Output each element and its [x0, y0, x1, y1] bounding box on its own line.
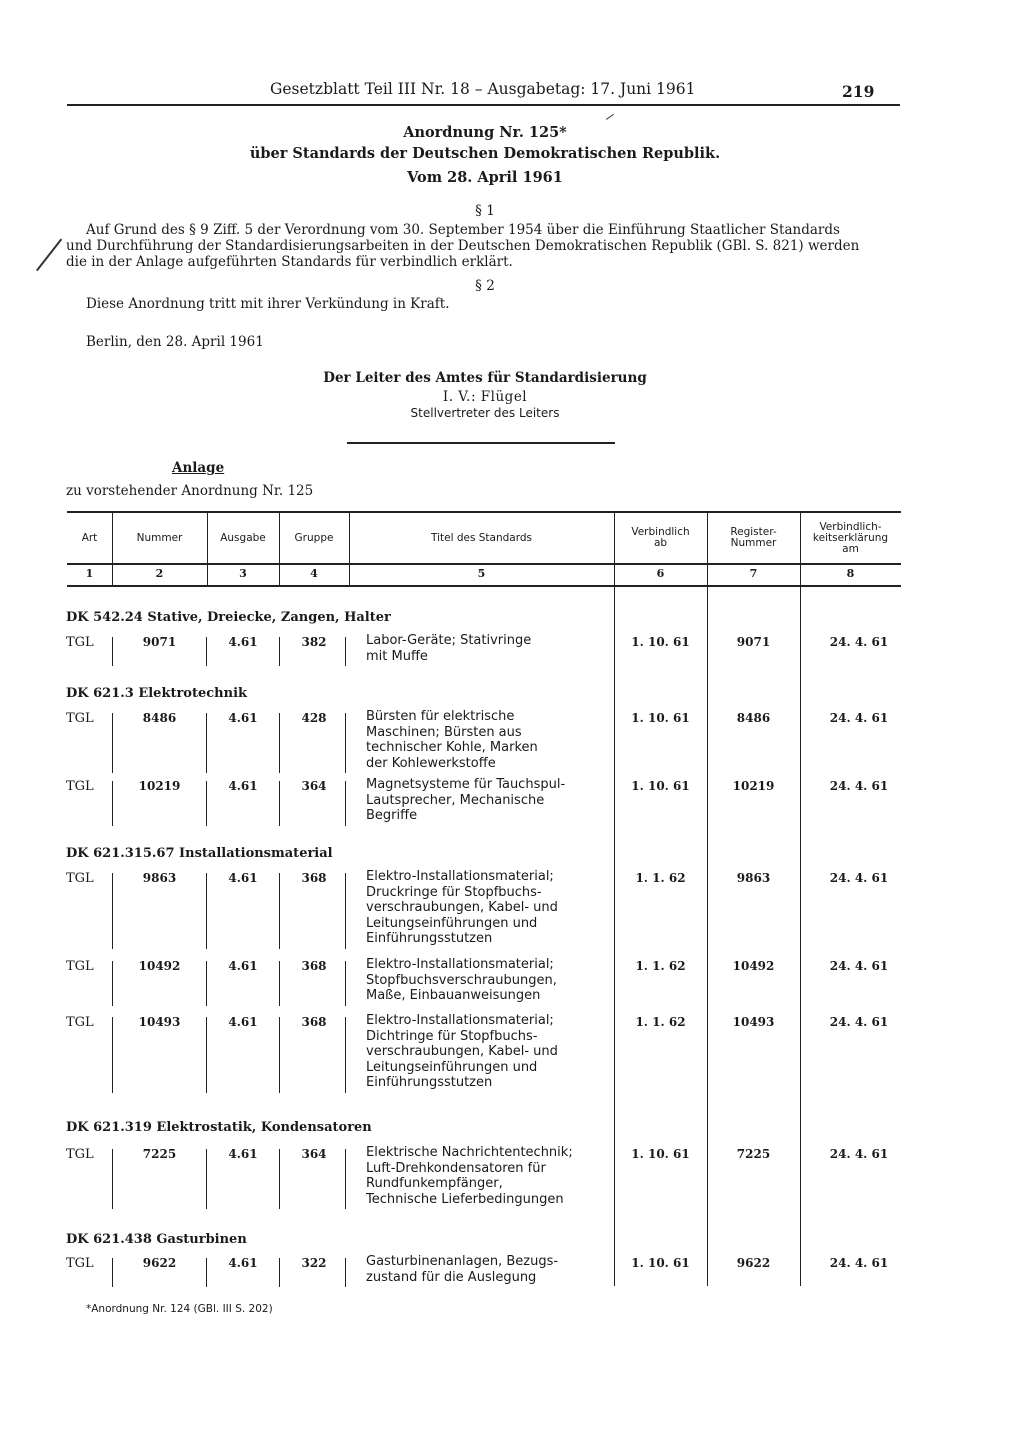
- cell-gruppe: 368: [301, 959, 327, 973]
- cell-register: 7225: [736, 1147, 771, 1161]
- cell-divider: [112, 1149, 113, 1209]
- cell-ausgabe: 4.61: [228, 871, 258, 885]
- cell-ausgabe: 4.61: [228, 959, 258, 973]
- titel-line: zustand für die Auslegung: [366, 1269, 537, 1285]
- cell-divider: [345, 1149, 346, 1209]
- cell-divider: [112, 1258, 113, 1287]
- header-line: ab: [653, 537, 668, 549]
- cell-gruppe: 368: [301, 1015, 327, 1029]
- dk-group-heading: DK 621.438 Gasturbinen: [66, 1232, 247, 1247]
- titel-line: Begriffe: [366, 808, 418, 823]
- table-column-rule: [614, 586, 615, 1286]
- cell-art: TGL: [66, 1015, 94, 1030]
- cell-divider: [206, 961, 207, 1006]
- section-mark: § 2: [475, 278, 495, 294]
- cell-divider: [279, 873, 280, 949]
- cell-erklaerung: 24. 4. 61: [829, 1147, 889, 1161]
- cell-gruppe: 428: [301, 711, 327, 725]
- cell-divider: [345, 781, 346, 826]
- cell-nummer: 8486: [142, 711, 177, 725]
- cell-nummer: 10219: [138, 779, 181, 793]
- header-line: Nummer: [730, 537, 777, 549]
- titel-line: Elektro-Installationsmaterial;: [366, 957, 554, 972]
- cell-erklaerung: 24. 4. 61: [829, 1256, 889, 1270]
- titel-line: Einführungsstutzen: [366, 1075, 493, 1090]
- annex-subtitle: zu vorstehender Anordnung Nr. 125: [66, 483, 314, 499]
- cell-divider: [345, 1017, 346, 1093]
- page-number: 219: [842, 82, 875, 101]
- cell-nummer: 10492: [138, 959, 181, 973]
- cell-titel: [366, 1013, 606, 1091]
- cell-gruppe: 368: [301, 871, 327, 885]
- cell-erklaerung: 24. 4. 61: [829, 959, 889, 973]
- table-header-1: [67, 533, 112, 544]
- titel-line: Einführungsstutzen: [366, 931, 493, 946]
- cell-verbindlich-ab: 1. 10. 61: [631, 1256, 690, 1270]
- cell-ausgabe: 4.61: [228, 1256, 258, 1270]
- cell-divider: [112, 873, 113, 949]
- cell-erklaerung: 24. 4. 61: [829, 711, 889, 725]
- header-line: Nummer: [136, 531, 183, 544]
- table-header-8: [800, 522, 901, 555]
- table-header-5: [349, 533, 614, 544]
- cell-verbindlich-ab: 1. 1. 62: [635, 1015, 686, 1029]
- body-line: und Durchführung der Standardisierungsarbeiten in der Deutschen Demokratischen Republik (GBl. S. 821) werden: [66, 238, 860, 254]
- cell-gruppe: 382: [301, 635, 327, 649]
- cell-divider: [112, 961, 113, 1006]
- cell-art: TGL: [66, 779, 94, 794]
- titel-line: Labor-Geräte; Stativringe: [366, 633, 532, 648]
- body-line: Diese Anordnung tritt mit ihrer Verkündung in Kraft.: [86, 296, 450, 312]
- cell-art: TGL: [66, 711, 94, 726]
- header-line: Register-: [730, 526, 777, 538]
- ordinance-title: Anordnung Nr. 125*: [403, 124, 567, 141]
- column-number: 5: [477, 567, 486, 580]
- column-number: 7: [749, 567, 758, 580]
- table-header-7: [707, 527, 800, 549]
- header-line: am: [842, 542, 859, 555]
- signature-rule: [347, 442, 615, 444]
- titel-line: Elektro-Installationsmaterial;: [366, 1013, 554, 1028]
- cell-art: TGL: [66, 871, 94, 886]
- cell-verbindlich-ab: 1. 10. 61: [631, 635, 690, 649]
- cell-divider: [206, 1149, 207, 1209]
- dk-group-heading: DK 542.24 Stative, Dreiecke, Zangen, Halter: [66, 610, 391, 625]
- titel-line: Magnetsysteme für Tauchspul-: [366, 777, 566, 792]
- cell-divider: [279, 961, 280, 1006]
- body-line: die in der Anlage aufgeführten Standards für verbindlich erklärt.: [66, 254, 513, 270]
- cell-erklaerung: 24. 4. 61: [829, 779, 889, 793]
- titel-line: Leitungseinführungen und: [366, 1059, 538, 1075]
- cell-titel: [366, 633, 606, 664]
- cell-divider: [345, 873, 346, 949]
- header-line: Gruppe: [294, 531, 334, 544]
- column-number: 4: [310, 567, 318, 580]
- cell-ausgabe: 4.61: [228, 1147, 258, 1161]
- table-column-rule: [800, 586, 801, 1286]
- ordinance-date: Vom 28. April 1961: [407, 169, 563, 186]
- cell-erklaerung: 24. 4. 61: [829, 871, 889, 885]
- cell-verbindlich-ab: 1. 1. 62: [635, 871, 686, 885]
- cell-divider: [279, 1017, 280, 1093]
- header-line: Ausgabe: [220, 531, 266, 544]
- cell-divider: [206, 1017, 207, 1093]
- cell-gruppe: 364: [301, 779, 327, 793]
- column-number: 6: [656, 567, 665, 580]
- titel-line: Maschinen; Bürsten aus: [366, 724, 522, 740]
- cell-art: TGL: [66, 1256, 94, 1271]
- cell-divider: [279, 713, 280, 773]
- cell-register: 9863: [736, 871, 771, 885]
- titel-line: Rundfunkempfänger,: [366, 1176, 503, 1191]
- cell-register: 9071: [736, 635, 771, 649]
- cell-ausgabe: 4.61: [228, 779, 258, 793]
- cell-divider: [112, 713, 113, 773]
- cell-verbindlich-ab: 1. 1. 62: [635, 959, 686, 973]
- titel-line: mit Muffe: [366, 648, 428, 664]
- table-header-3: [207, 533, 279, 544]
- titel-line: Technische Lieferbedingungen: [366, 1191, 564, 1207]
- cell-divider: [112, 637, 113, 666]
- scan-mark: [606, 114, 614, 120]
- cell-divider: [206, 713, 207, 773]
- titel-line: Druckringe für Stopfbuchs-: [366, 884, 542, 900]
- header-rule: [67, 104, 900, 106]
- margin-mark: [36, 238, 62, 270]
- cell-nummer: 9071: [142, 635, 177, 649]
- column-number: 8: [846, 567, 855, 580]
- titel-line: technischer Kohle, Marken: [366, 740, 538, 755]
- cell-register: 10219: [732, 779, 775, 793]
- cell-erklaerung: 24. 4. 61: [829, 1015, 889, 1029]
- cell-divider: [279, 1149, 280, 1209]
- cell-divider: [112, 1017, 113, 1093]
- cell-gruppe: 322: [301, 1256, 327, 1270]
- cell-titel: [366, 1254, 606, 1285]
- cell-nummer: 9622: [142, 1256, 177, 1270]
- table-column-rule: [707, 586, 708, 1286]
- body-line: Auf Grund des § 9 Ziff. 5 der Verordnung vom 30. September 1954 über die Einführung Staatlicher Standards: [86, 222, 840, 238]
- cell-divider: [345, 1258, 346, 1287]
- running-title: Gesetzblatt Teil III Nr. 18 – Ausgabetag: 17. Juni 1961: [270, 80, 696, 98]
- cell-verbindlich-ab: 1. 10. 61: [631, 711, 690, 725]
- header-line: Titel des Standards: [430, 531, 532, 544]
- titel-line: Bürsten für elektrische: [366, 709, 515, 724]
- table-header-rule: [67, 563, 901, 565]
- table-top-rule: [67, 511, 901, 513]
- ordinance-subject: über Standards der Deutschen Demokratischen Republik.: [249, 145, 721, 162]
- table-numbers-rule: [67, 585, 901, 587]
- titel-line: Gasturbinenanlagen, Bezugs-: [366, 1254, 559, 1269]
- cell-divider: [345, 713, 346, 773]
- cell-erklaerung: 24. 4. 61: [829, 635, 889, 649]
- dk-group-heading: DK 621.319 Elektrostatik, Kondensatoren: [66, 1120, 372, 1135]
- cell-art: TGL: [66, 635, 94, 650]
- cell-divider: [345, 961, 346, 1006]
- cell-ausgabe: 4.61: [228, 1015, 258, 1029]
- titel-line: verschraubungen, Kabel- und: [366, 1044, 558, 1059]
- cell-register: 10492: [732, 959, 775, 973]
- cell-register: 9622: [736, 1256, 771, 1270]
- titel-line: Lautsprecher, Mechanische: [366, 792, 545, 808]
- cell-ausgabe: 4.61: [228, 635, 258, 649]
- signature-office: Der Leiter des Amtes für Standardisierung: [323, 370, 647, 386]
- cell-ausgabe: 4.61: [228, 711, 258, 725]
- titel-line: verschraubungen, Kabel- und: [366, 900, 558, 915]
- dk-group-heading: DK 621.3 Elektrotechnik: [66, 686, 248, 701]
- header-line: keitserklärung: [812, 531, 889, 544]
- footnote: *Anordnung Nr. 124 (GBl. III S. 202): [86, 1303, 273, 1315]
- titel-line: Elektro-Installationsmaterial;: [366, 869, 554, 884]
- titel-line: Luft-Drehkondensatoren für: [366, 1160, 546, 1176]
- cell-divider: [279, 1258, 280, 1287]
- titel-line: Leitungseinführungen und: [366, 915, 538, 931]
- column-number: 3: [239, 567, 247, 580]
- cell-divider: [206, 637, 207, 666]
- place-date: Berlin, den 28. April 1961: [86, 334, 264, 350]
- header-line: Art: [81, 531, 98, 544]
- cell-nummer: 9863: [142, 871, 177, 885]
- cell-titel: [366, 709, 606, 771]
- cell-register: 10493: [732, 1015, 775, 1029]
- titel-line: Stopfbuchsverschraubungen,: [366, 972, 557, 988]
- header-line: Verbindlich-: [819, 520, 882, 533]
- cell-divider: [206, 873, 207, 949]
- cell-verbindlich-ab: 1. 10. 61: [631, 779, 690, 793]
- cell-divider: [345, 637, 346, 666]
- cell-register: 8486: [736, 711, 771, 725]
- cell-titel: [366, 869, 606, 947]
- titel-line: Maße, Einbauanweisungen: [366, 988, 541, 1003]
- signature-role: Stellvertreter des Leiters: [410, 406, 560, 420]
- dk-group-heading: DK 621.315.67 Installationsmaterial: [66, 846, 333, 861]
- header-line: Verbindlich: [631, 526, 690, 538]
- section-body: [66, 222, 898, 270]
- cell-divider: [206, 781, 207, 826]
- cell-verbindlich-ab: 1. 10. 61: [631, 1147, 690, 1161]
- column-number: 1: [85, 567, 94, 580]
- cell-nummer: 7225: [142, 1147, 177, 1161]
- signature-name: I. V.: Flügel: [442, 389, 528, 405]
- cell-titel: [366, 1145, 606, 1207]
- cell-titel: [366, 777, 606, 824]
- table-header-6: [614, 527, 707, 549]
- cell-titel: [366, 957, 606, 1004]
- cell-art: TGL: [66, 959, 94, 974]
- cell-divider: [279, 781, 280, 826]
- annex-heading: Anlage: [172, 460, 225, 476]
- column-number: 2: [155, 567, 164, 580]
- cell-divider: [112, 781, 113, 826]
- table-header-2: [112, 533, 207, 544]
- cell-divider: [279, 637, 280, 666]
- table-header-4: [279, 533, 349, 544]
- section-mark: § 1: [475, 203, 495, 219]
- titel-line: Dichtringe für Stopfbuchs-: [366, 1028, 538, 1044]
- cell-gruppe: 364: [301, 1147, 327, 1161]
- cell-divider: [206, 1258, 207, 1287]
- cell-art: TGL: [66, 1147, 94, 1162]
- cell-nummer: 10493: [138, 1015, 181, 1029]
- titel-line: Elektrische Nachrichtentechnik;: [366, 1145, 573, 1160]
- titel-line: der Kohlewerkstoffe: [366, 755, 496, 771]
